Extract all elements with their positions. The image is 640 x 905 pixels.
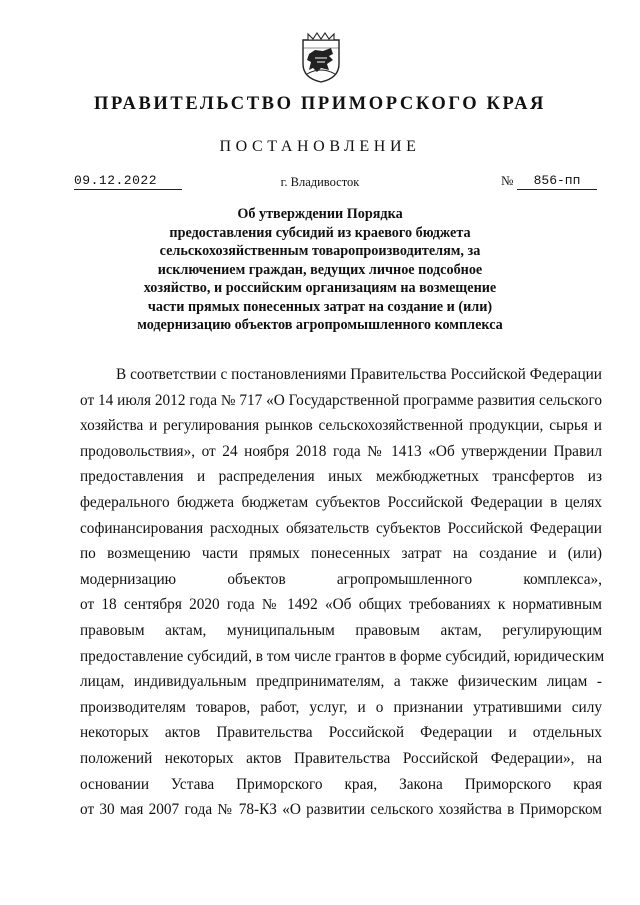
document-number: 856-пп bbox=[517, 173, 597, 190]
government-title: ПРАВИТЕЛЬСТВО ПРИМОРСКОГО КРАЯ bbox=[93, 94, 546, 114]
body-line: от 18 сентября 2020 года № 1492 «Об общих требованиях к нормативным bbox=[80, 596, 602, 614]
title-line: модернизацию объектов агропромышленного комплекса bbox=[137, 317, 503, 333]
body-line: основании Устава Приморского края, Закона Приморского края bbox=[80, 775, 602, 793]
document-title bbox=[120, 205, 520, 335]
document-type: ПОСТАНОВЛЕНИЕ bbox=[219, 138, 421, 155]
body-line: от 30 мая 2007 года № 78-КЗ «О развитии сельского хозяйства в Приморском bbox=[80, 801, 602, 819]
body-line: по возмещению части прямых понесенных затрат на создание и (или) bbox=[80, 545, 602, 563]
number-label: № bbox=[501, 173, 514, 188]
document-meta-row bbox=[0, 173, 640, 193]
body-line: положений некоторых актов Правительства Российской Федерации», на bbox=[80, 749, 602, 767]
title-line: Об утверждении Порядка bbox=[237, 206, 403, 222]
body-line: модернизацию объектов агропромышленного комплекса», bbox=[80, 570, 602, 588]
body-line: хозяйства и регулирования рынков сельскохозяйственной продукции, сырья и bbox=[80, 417, 602, 435]
title-line: сельскохозяйственным товаропроизводителям, за bbox=[159, 243, 481, 259]
title-line: предоставления субсидий из краевого бюджета bbox=[169, 224, 471, 241]
body-line: производителям товаров, работ, услуг, и о признании утратившими силу bbox=[80, 698, 602, 716]
title-line: исключением граждан, ведущих личное подсобное bbox=[157, 261, 483, 278]
body-line: лицам, индивидуальным предпринимателям, а также физическим лицам - bbox=[80, 673, 602, 691]
coat-of-arms-icon bbox=[299, 30, 343, 84]
body-line: федерального бюджета бюджетам субъектов Российской Федерации в целях bbox=[80, 493, 602, 511]
document-date: 09.12.2022 bbox=[74, 173, 182, 190]
body-line: предоставление субсидий, в том числе грантов в форме субсидий, юридическим bbox=[80, 647, 605, 665]
title-line: хозяйство, и российским организациям на возмещение bbox=[143, 280, 497, 296]
body-line: предоставления и распределения иных межбюджетных трансфертов из bbox=[80, 468, 602, 486]
body-line: продовольствия», от 24 ноября 2018 года № 1413 «Об утверждении Правил bbox=[80, 442, 602, 460]
document-city: г. Владивосток bbox=[280, 175, 360, 189]
body-line: софинансирования расходных обязательств субъектов Российской Федерации bbox=[80, 519, 602, 537]
body-line: правовым актам, муниципальным правовым актам, регулирующим bbox=[80, 621, 602, 639]
title-line: части прямых понесенных затрат на создание и (или) bbox=[147, 298, 493, 315]
document-body bbox=[80, 362, 605, 823]
body-line: некоторых актов Правительства Российской Федерации и отдельных bbox=[80, 724, 602, 742]
body-line: В соответствии с постановлениями Правительства Российской Федерации bbox=[116, 366, 602, 383]
body-line: от 14 июля 2012 года № 717 «О Государственной программе развития сельского bbox=[80, 391, 602, 409]
